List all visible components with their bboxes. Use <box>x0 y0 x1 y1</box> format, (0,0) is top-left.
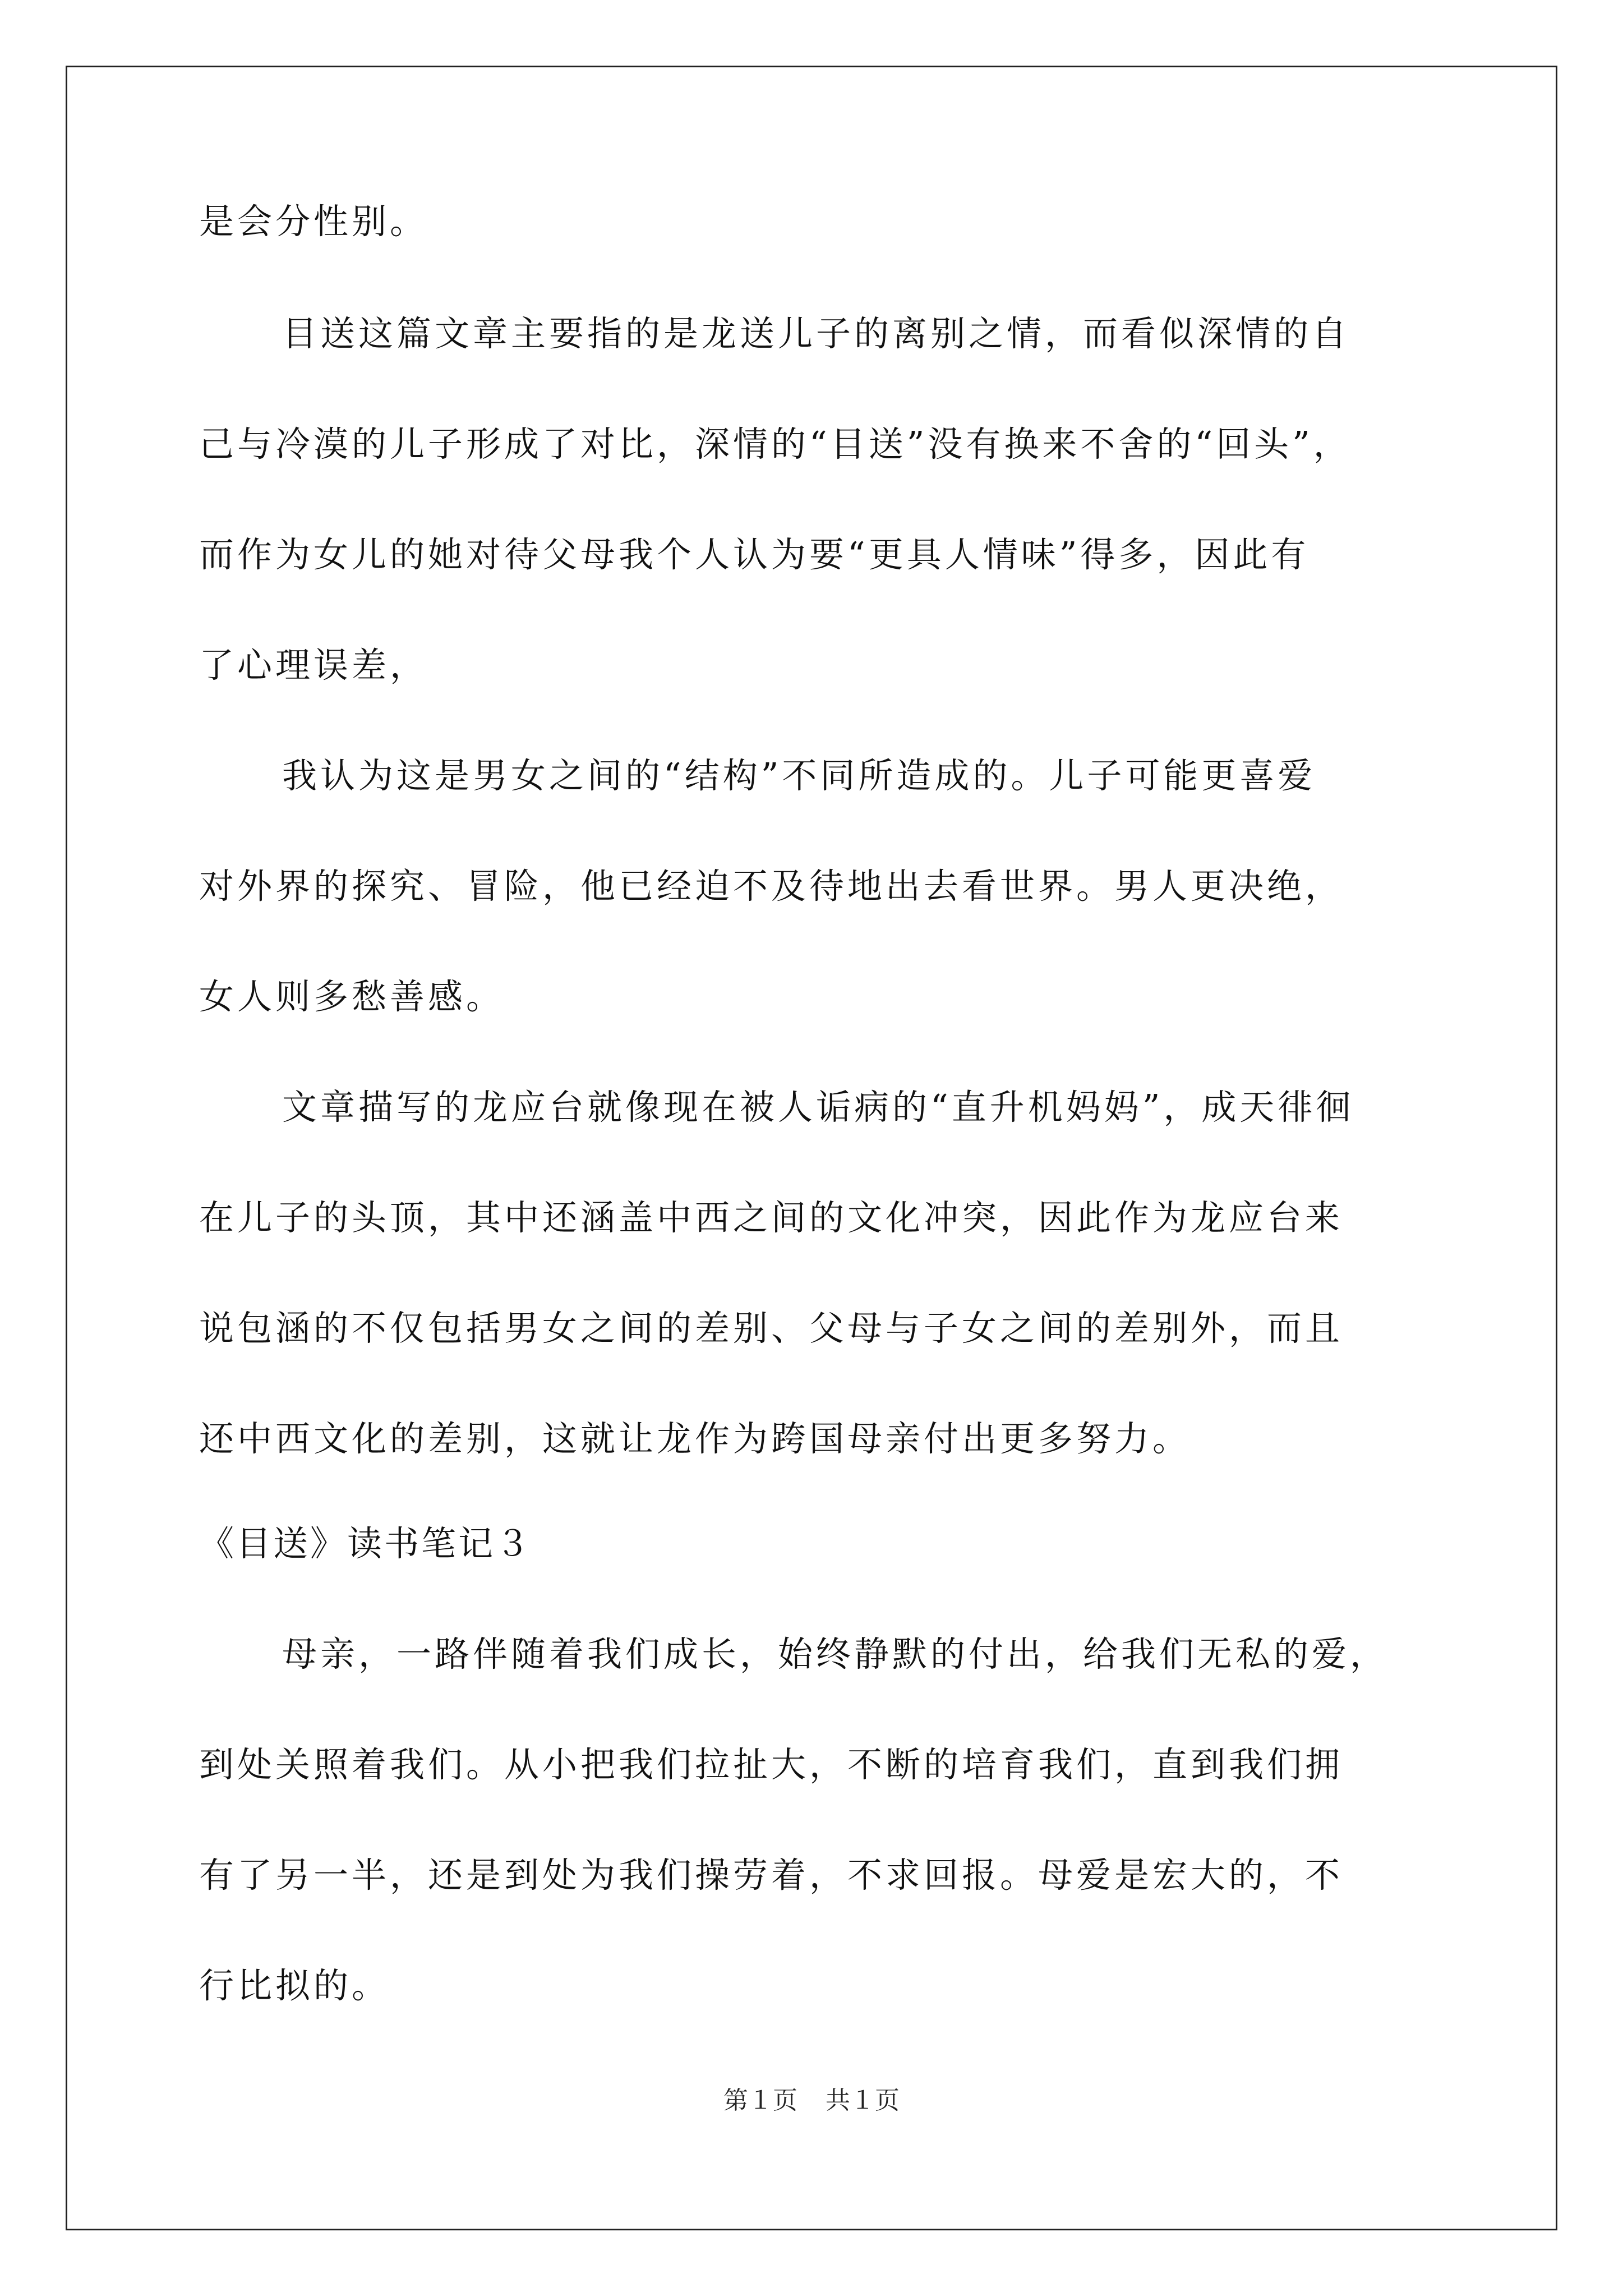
paragraph-line: 在儿子的头顶，其中还涵盖中西之间的文化冲突，因此作为龙应台来 <box>199 1197 1344 1238</box>
page-number: 第１页 <box>723 2086 797 2115</box>
paragraph-line: 女人则多愁善感。 <box>199 976 505 1017</box>
paragraph-line: 行比拟的。 <box>199 1965 390 2006</box>
paragraph-line: 有了另一半，还是到处为我们操劳着，不求回报。母爱是宏大的，不 <box>199 1855 1344 1895</box>
paragraph-line: 目送这篇文章主要指的是龙送儿子的离别之情，而看似深情的自 <box>282 313 1350 354</box>
paragraph-line: 己与冷漠的儿子形成了对比，深情的“目送”没有换来不舍的“回头”， <box>199 424 1352 464</box>
paragraph-line: 还中西文化的差别，这就让龙作为跨国母亲付出更多努力。 <box>199 1418 1191 1459</box>
total-pages: 共１页 <box>826 2086 900 2115</box>
paragraph-line: 是会分性别。 <box>199 201 428 242</box>
paragraph-line: 母亲，一路伴随着我们成长，始终静默的付出，给我们无私的爱， <box>282 1634 1389 1674</box>
paragraph-line: 说包涵的不仅包括男女之间的差别、父母与子女之间的差别外，而且 <box>199 1308 1344 1349</box>
paragraph-line: 而作为女儿的她对待父母我个人认为要“更具人情味”得多，因此有 <box>199 534 1310 575</box>
section-heading: 《目送》读书笔记３ <box>199 1523 533 1564</box>
page-border <box>66 66 1557 2230</box>
paragraph-line: 了心理误差， <box>199 645 428 685</box>
paragraph-line: 到处关照着我们。从小把我们拉扯大，不断的培育我们，直到我们拥 <box>199 1744 1344 1785</box>
paragraph-line: 我认为这是男女之间的“结构”不同所造成的。儿子可能更喜爱 <box>282 755 1316 796</box>
paragraph-line: 文章描写的龙应台就像现在被人诟病的“直升机妈妈”，成天徘徊 <box>282 1087 1354 1128</box>
page-footer <box>0 2084 1623 2118</box>
paragraph-line: 对外界的探究、冒险，他已经迫不及待地出去看世界。男人更决绝， <box>199 866 1344 907</box>
